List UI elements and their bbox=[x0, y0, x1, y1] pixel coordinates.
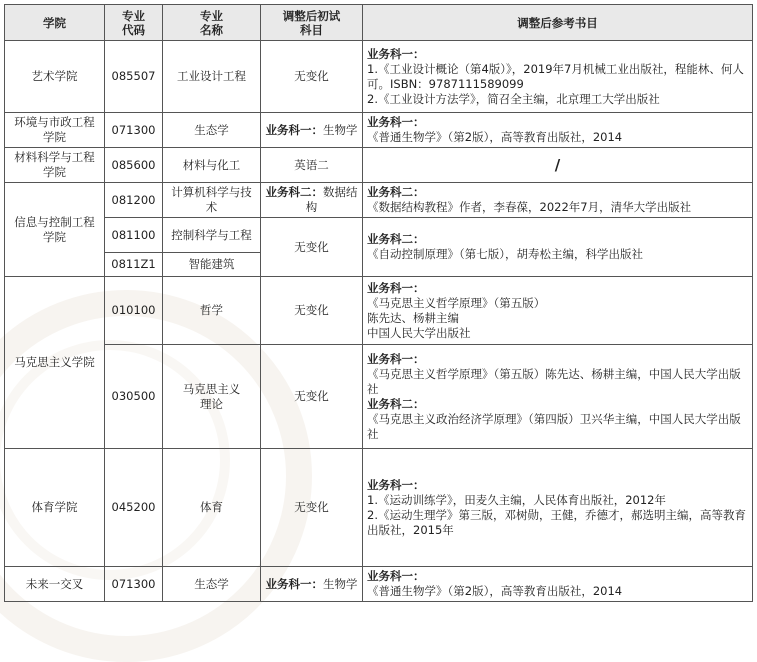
refs-cell bbox=[363, 218, 753, 277]
refs-cell bbox=[363, 41, 753, 113]
subject-cell bbox=[261, 113, 363, 148]
ref-line: 业务科二： bbox=[367, 232, 425, 246]
ref-line: 业务科一： bbox=[367, 115, 425, 129]
subject-cell: 无变化 bbox=[261, 345, 363, 449]
code-cell: 010100 bbox=[105, 277, 163, 345]
subject-cell bbox=[261, 183, 363, 218]
college-cell: 未来一交叉 bbox=[5, 567, 105, 602]
subject-cell: 无变化 bbox=[261, 41, 363, 113]
header-name bbox=[163, 5, 261, 41]
ref-line: 2.《工业设计方法学》，简召全主编，北京理工大学出版社 bbox=[367, 91, 660, 106]
refs-cell-empty: / bbox=[363, 148, 753, 183]
major-cell: 计算机科学与技术 bbox=[163, 183, 261, 218]
code-cell: 071300 bbox=[105, 113, 163, 148]
major-cell bbox=[163, 345, 261, 449]
ref-line: 《数据结构教程》作者，李春葆，2022年7月，清华大学出版社 bbox=[367, 200, 692, 214]
ref-line: 业务科一： bbox=[367, 351, 425, 366]
ref-line: 《普通生物学》（第2版），高等教育出版社，2014 bbox=[367, 584, 623, 598]
subject-cell: 无变化 bbox=[261, 277, 363, 345]
major-cell: 智能建筑 bbox=[163, 253, 261, 277]
college-cell: 体育学院 bbox=[5, 449, 105, 567]
major-text: 马克思主义理论 bbox=[182, 381, 241, 411]
subject-bold: 业务科二： bbox=[265, 185, 323, 199]
refs-cell bbox=[363, 113, 753, 148]
major-cell: 控制科学与工程 bbox=[163, 218, 261, 253]
table-row bbox=[5, 41, 753, 113]
refs-cell bbox=[363, 567, 753, 602]
code-cell: 085507 bbox=[105, 41, 163, 113]
ref-line: 1.《工业设计概论（第4版）》，2019年7月机械工业出版社，程能林、何人可。ISBN：9787111589099 bbox=[367, 61, 744, 91]
header-row bbox=[5, 5, 753, 41]
ref-line: 2.《运动生理学》第三版，邓树勋，王健，乔德才，郝选明主编，高等教育出版社，2015年 bbox=[367, 507, 746, 537]
refs-cell bbox=[363, 345, 753, 449]
major-cell: 工业设计工程 bbox=[163, 41, 261, 113]
table-row bbox=[5, 113, 753, 148]
code-cell: 045200 bbox=[105, 449, 163, 567]
ref-line: 1.《运动训练学》，田麦久主编，人民体育出版社，2012年 bbox=[367, 492, 666, 507]
ref-line: 《马克思主义哲学原理》（第五版） bbox=[367, 295, 546, 310]
college-cell: 环境与市政工程学院 bbox=[5, 113, 105, 148]
table-row bbox=[5, 567, 753, 602]
ref-line: 业务科一： bbox=[367, 46, 425, 61]
code-cell: 081100 bbox=[105, 218, 163, 253]
subject-bold: 业务科一： bbox=[265, 576, 323, 591]
header-subject-text: 调整后初试科目 bbox=[282, 8, 341, 37]
major-cell: 生态学 bbox=[163, 567, 261, 602]
ref-line: 《马克思主义哲学原理》（第五版）陈先达、杨耕主编，中国人民大学出版社 bbox=[367, 366, 741, 396]
ref-line: 陈先达、杨耕主编 bbox=[367, 310, 459, 325]
refs-cell bbox=[363, 183, 753, 218]
subject-cell: 英语二 bbox=[261, 148, 363, 183]
table-row bbox=[5, 218, 753, 253]
subject-rest: 生物学 bbox=[323, 576, 358, 591]
subject-cell: 无变化 bbox=[261, 218, 363, 277]
code-cell: 081200 bbox=[105, 183, 163, 218]
ref-line: 《马克思主义政治经济学原理》（第四版）卫兴华主编，中国人民大学出版社 bbox=[367, 411, 741, 441]
header-code bbox=[105, 5, 163, 41]
header-code-text: 专业代码 bbox=[122, 8, 145, 37]
subject-bold: 业务科一： bbox=[265, 122, 323, 137]
header-college: 学院 bbox=[5, 5, 105, 41]
subject-cell: 无变化 bbox=[261, 449, 363, 567]
subject-rest: 数据结构 bbox=[305, 185, 358, 214]
major-cell: 材料与化工 bbox=[163, 148, 261, 183]
ref-line: 中国人民大学出版社 bbox=[367, 325, 471, 340]
major-cell: 体育 bbox=[163, 449, 261, 567]
college-cell: 马克思主义学院 bbox=[5, 277, 105, 449]
header-name-text: 专业名称 bbox=[200, 8, 223, 37]
major-cell: 哲学 bbox=[163, 277, 261, 345]
table-row bbox=[5, 148, 753, 183]
college-cell: 艺术学院 bbox=[5, 41, 105, 113]
college-cell: 信息与控制工程学院 bbox=[5, 183, 105, 277]
code-cell: 0811Z1 bbox=[105, 253, 163, 277]
table-row bbox=[5, 183, 753, 218]
refs-cell bbox=[363, 277, 753, 345]
ref-line: 业务科一： bbox=[367, 280, 425, 295]
college-cell: 材料科学与工程学院 bbox=[5, 148, 105, 183]
ref-line: 业务科二： bbox=[367, 396, 425, 411]
ref-line: 业务科二： bbox=[367, 185, 425, 199]
reference-table bbox=[4, 4, 753, 602]
ref-line: 《自动控制原理》（第七版），胡寿松主编，科学出版社 bbox=[367, 247, 643, 261]
ref-line: 《普通生物学》（第2版），高等教育出版社，2014 bbox=[367, 130, 623, 144]
subject-cell bbox=[261, 567, 363, 602]
table-row bbox=[5, 449, 753, 567]
header-subject bbox=[261, 5, 363, 41]
ref-line: 业务科一： bbox=[367, 569, 425, 583]
code-cell: 071300 bbox=[105, 567, 163, 602]
refs-cell bbox=[363, 449, 753, 567]
code-cell: 030500 bbox=[105, 345, 163, 449]
table-row bbox=[5, 277, 753, 345]
major-cell: 生态学 bbox=[163, 113, 261, 148]
code-cell: 085600 bbox=[105, 148, 163, 183]
header-refs: 调整后参考书目 bbox=[363, 5, 753, 41]
subject-rest: 生物学 bbox=[323, 122, 358, 137]
ref-line: 业务科一： bbox=[367, 477, 425, 492]
table-row bbox=[5, 345, 753, 449]
